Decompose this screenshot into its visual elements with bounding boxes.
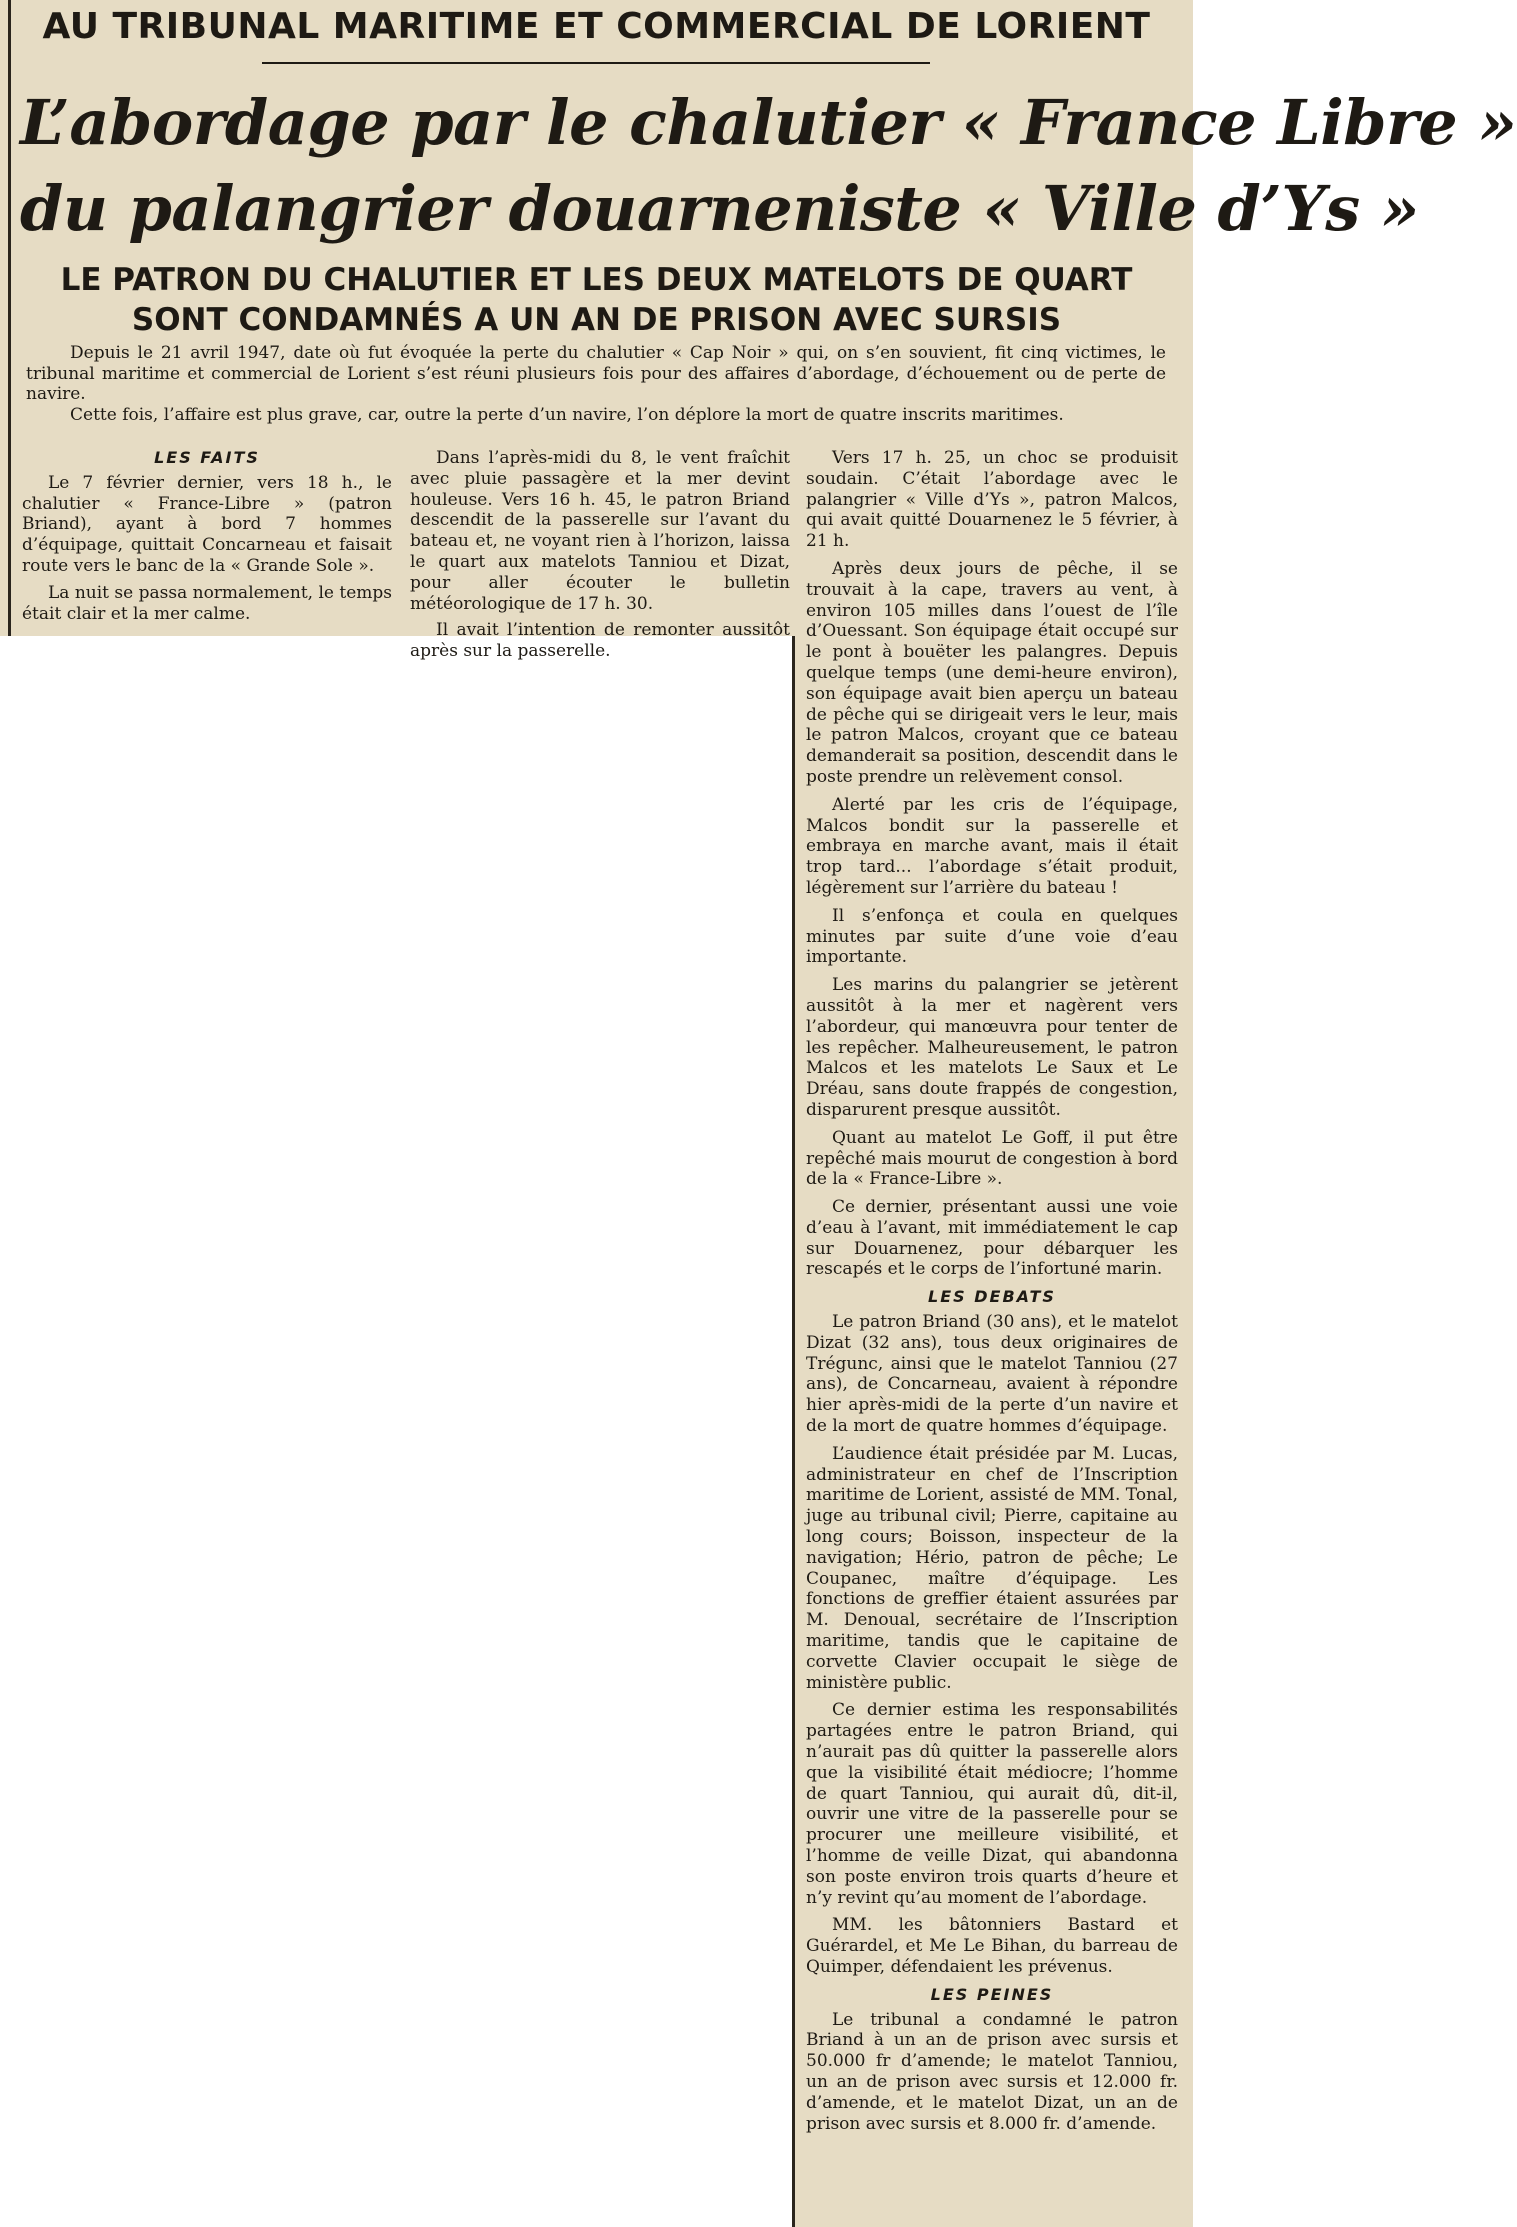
paragraph: Alerté par les cris de l’équipage, Malcos bondit sur la passerelle et embraya en marche avant, mais il était trop tard... l’abordage s’était produit, légèrement sur l’arrière du bateau ! [806, 794, 1178, 898]
paragraph: Le patron Briand (30 ans), et le matelot Dizat (32 ans), tous deux originaires de Trégunc, ainsi que le matelot Tanniou (27 ans), de Concarneau, avaient à répondre hier après-midi de la perte d’un navire et de la mort de quatre hommes d’équipage. [806, 1312, 1178, 1437]
subhead-line-2: SONT CONDAMNÉS A UN AN DE PRISON AVEC SURSIS [131, 302, 1062, 338]
intro-paragraphs [26, 343, 1166, 425]
paragraph: L’audience était présidée par M. Lucas, administrateur en chef de l’Inscription maritime de Lorient, assisté de MM. Tonal, juge au tribunal civil; Pierre, capitaine au long cours; Boisson, inspecteur de la navigation; Hério, patron de pêche; Le Coupanec, maître d’équipage. Les fonctions de greffier étaient assurées par M. Denoual, secrétaire de l’Inscription maritime, tandis que le capitaine de corvette Clavier occupait le siège de ministère public. [806, 1443, 1178, 1693]
section-heading-faits: LES FAITS [154, 448, 260, 467]
paragraph: Le 7 février dernier, vers 18 h., le chalutier « France-Libre » (patron Briand), ayant à bord 7 hommes d’équipage, quittait Concarneau et faisait route vers le banc de la « Grande Sole ». [22, 472, 392, 576]
article-column-1 [22, 448, 392, 630]
article-column-3 [806, 448, 1178, 2141]
paragraph: Ce dernier, présentant aussi une voie d’eau à l’avant, mit immédiatement le cap sur Douarnenez, pour débarquer les rescapés et le corps de l’infortuné marin. [806, 1197, 1178, 1280]
paragraph: MM. les bâtonniers Bastard et Guérardel, et Me Le Bihan, du barreau de Quimper, défendaient les prévenus. [806, 1915, 1178, 1977]
paragraph: Le tribunal a condamné le patron Briand à un an de prison avec sursis et 50.000 fr d’amende; le matelot Tanniou, un an de prison avec sursis et 12.000 fr. d’amende, et le matelot Dizat, un an de prison avec sursis et 8.000 fr. d’amende. [806, 2009, 1178, 2134]
kicker-title: AU TRIBUNAL MARITIME ET COMMERCIAL DE LORIENT [42, 6, 1151, 47]
kicker-rule [262, 62, 930, 64]
section-heading-debats: LES DEBATS [928, 1287, 1056, 1307]
paragraph: Quant au matelot Le Goff, il put être repêché mais mourut de congestion à bord de la « France-Libre ». [806, 1127, 1178, 1190]
paragraph: Ce dernier estima les responsabilités partagées entre le patron Briand, qui n’aurait pas dû quitter la passerelle alors que la visibilité était médiocre; l’homme de quart Tanniou, qui aurait dû, dit-il, ouvrir une vitre de la passerelle pour se procurer une meilleure visibilité, et l’homme de veille Dizat, qui abandonna son poste environ trois quarts d’heure et n’y revint qu’au moment de l’abordage. [806, 1700, 1178, 1908]
headline-line-2: du palangrier douarneniste « Ville d’Ys » [20, 172, 1419, 245]
section-heading-peines: LES PEINES [930, 1984, 1054, 2004]
paragraph: Dans l’après-midi du 8, le vent fraîchit avec pluie passagère et la mer devint houleuse. Vers 16 h. 45, le patron Briand descendit de la passerelle sur l’avant du bateau et, ne voyant rien à l’horizon, laissa le quart aux matelots Tanniou et Dizat, pour aller écouter le bulletin météorologique de 17 h. 30. [410, 448, 790, 614]
paragraph: Il s’enfonça et coula en quelques minutes par suite d’une voie d’eau importante. [806, 905, 1178, 968]
subhead-line-1: LE PATRON DU CHALUTIER ET LES DEUX MATELOTS DE QUART [60, 262, 1133, 298]
intro-paragraph: Depuis le 21 avril 1947, date où fut évoquée la perte du chalutier « Cap Noir » qui, on s’en souvient, fit cinq victimes, le tribunal maritime et commercial de Lorient s’est réuni plusieurs fois pour des affaires d’abordage, d’échouement ou de perte de navire. [26, 343, 1166, 404]
headline-line-1: L’abordage par le chalutier « France Libre » [20, 86, 1517, 159]
paragraph: Après deux jours de pêche, il se trouvait à la cape, travers au vent, à environ 105 milles dans l’ouest de l’île d’Ouessant. Son équipage était occupé sur le pont à bouëter les palangres. Depuis quelque temps (une demi-heure environ), son équipage avait bien aperçu un bateau de pêche qui se dirigeait vers le leur, mais le patron Malcos, croyant que ce bateau demanderait sa position, descendit dans le poste prendre un relèvement consol. [806, 558, 1178, 787]
paragraph: La nuit se passa normalement, le temps était clair et la mer calme. [22, 582, 392, 624]
intro-paragraph: Cette fois, l’affaire est plus grave, car, outre la perte d’un navire, l’on déplore la mort de quatre inscrits maritimes. [70, 404, 1064, 425]
clipping-edge [792, 636, 795, 2227]
article-column-2 [410, 448, 790, 668]
paragraph: Les marins du palangrier se jetèrent aussitôt à la mer et nagèrent vers l’abordeur, qui manœuvra pour tenter de les repêcher. Malheureusement, le patron Malcos et les matelots Le Saux et Le Dréau, sans doute frappés de congestion, disparurent presque aussitôt. [806, 975, 1178, 1120]
paragraph: Vers 17 h. 25, un choc se produisit soudain. C’était l’abordage avec le palangrier « Ville d’Ys », patron Malcos, qui avait quitté Douarnenez le 5 février, à 21 h. [806, 448, 1178, 552]
paragraph: Il avait l’intention de remonter aussitôt après sur la passerelle. [410, 620, 790, 662]
